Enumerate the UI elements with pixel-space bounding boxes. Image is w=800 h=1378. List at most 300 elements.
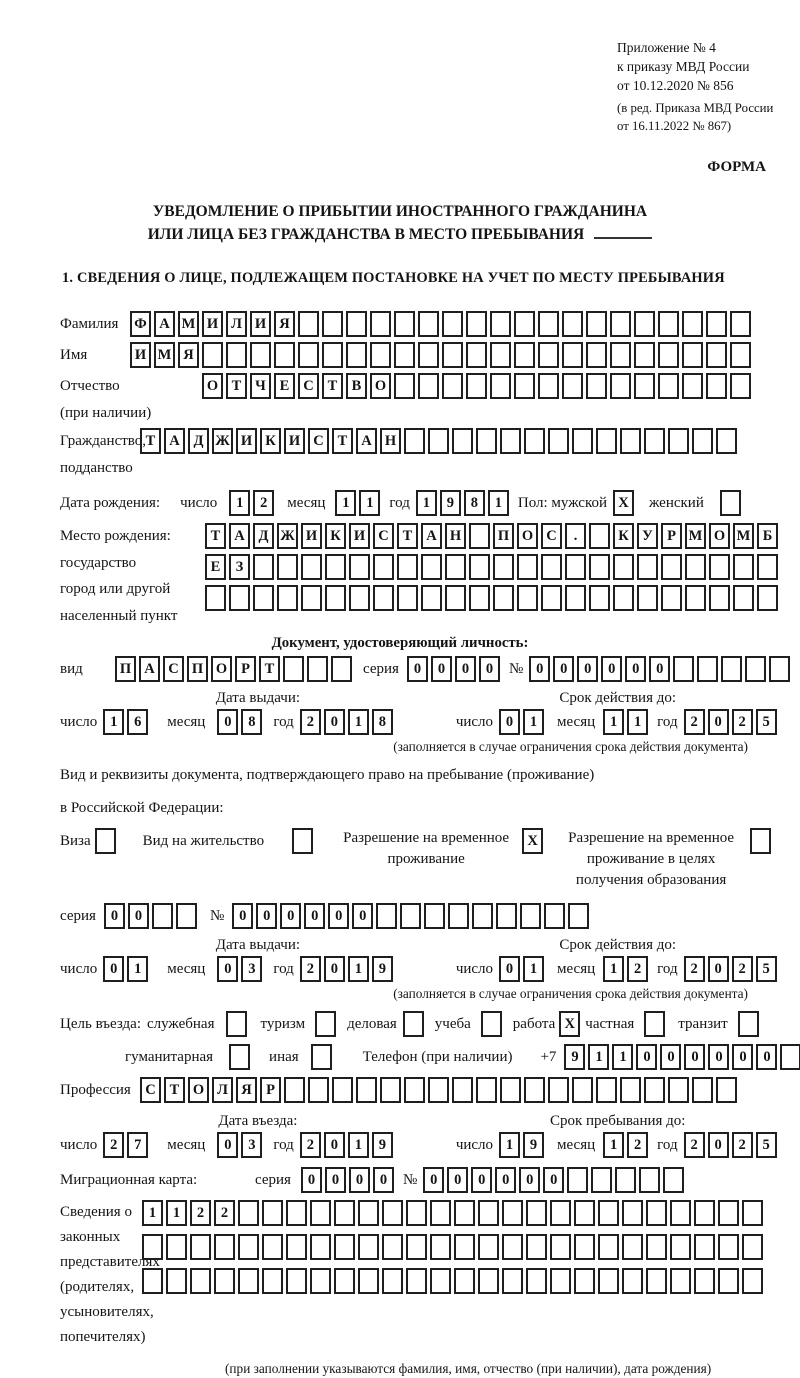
char-cell[interactable] (349, 585, 370, 611)
char-cell[interactable] (586, 311, 607, 337)
char-cell[interactable] (430, 1200, 451, 1226)
char-cell[interactable] (428, 428, 449, 454)
char-cell[interactable] (500, 1077, 521, 1103)
char-cell[interactable]: 0 (543, 1167, 564, 1193)
char-cell[interactable]: 5 (756, 709, 777, 735)
char-cell[interactable] (572, 1077, 593, 1103)
char-cell[interactable]: Е (274, 373, 295, 399)
char-cell[interactable] (469, 585, 490, 611)
char-cell[interactable] (620, 1077, 641, 1103)
char-cell[interactable]: Н (380, 428, 401, 454)
char-cell[interactable] (682, 342, 703, 368)
char-cell[interactable]: 0 (495, 1167, 516, 1193)
char-cell[interactable]: 2 (300, 956, 321, 982)
char-cell[interactable]: К (325, 523, 346, 549)
char-cell[interactable] (286, 1234, 307, 1260)
char-cell[interactable] (286, 1268, 307, 1294)
char-cell[interactable]: 5 (756, 956, 777, 982)
char-cell[interactable]: 0 (217, 1132, 238, 1158)
char-cell[interactable]: О (211, 656, 232, 682)
char-cell[interactable] (589, 554, 610, 580)
char-cell[interactable] (380, 1077, 401, 1103)
char-cell[interactable] (418, 373, 439, 399)
char-cell[interactable]: 0 (349, 1167, 370, 1193)
char-cell[interactable]: 0 (328, 903, 349, 929)
char-cell[interactable]: В (346, 373, 367, 399)
char-cell[interactable] (166, 1234, 187, 1260)
char-cell[interactable] (574, 1268, 595, 1294)
char-cell[interactable]: 0 (660, 1044, 681, 1070)
char-cell[interactable]: 0 (553, 656, 574, 682)
char-cell[interactable]: 0 (499, 956, 520, 982)
char-cell[interactable]: 1 (359, 490, 380, 516)
char-cell[interactable] (310, 1268, 331, 1294)
char-cell[interactable] (586, 342, 607, 368)
char-cell[interactable] (517, 554, 538, 580)
char-cell[interactable] (397, 585, 418, 611)
char-cell[interactable]: П (493, 523, 514, 549)
char-cell[interactable]: 0 (756, 1044, 777, 1070)
char-cell[interactable] (454, 1200, 475, 1226)
char-cell[interactable] (430, 1268, 451, 1294)
char-cell[interactable]: 0 (649, 656, 670, 682)
char-cell[interactable]: 0 (684, 1044, 705, 1070)
char-cell[interactable] (286, 1200, 307, 1226)
char-cell[interactable]: 0 (499, 709, 520, 735)
char-cell[interactable] (493, 585, 514, 611)
char-cell[interactable]: Ж (277, 523, 298, 549)
char-cell[interactable]: 0 (601, 656, 622, 682)
char-cell[interactable]: И (284, 428, 305, 454)
char-cell[interactable] (721, 656, 742, 682)
char-cell[interactable] (421, 554, 442, 580)
char-cell[interactable] (334, 1268, 355, 1294)
char-cell[interactable]: Т (397, 523, 418, 549)
char-cell[interactable]: 1 (166, 1200, 187, 1226)
char-cell[interactable]: 1 (523, 709, 544, 735)
char-cell[interactable] (397, 554, 418, 580)
char-cell[interactable] (644, 1077, 665, 1103)
char-cell[interactable] (472, 903, 493, 929)
char-cell[interactable] (418, 342, 439, 368)
char-cell[interactable] (658, 373, 679, 399)
char-cell[interactable] (322, 342, 343, 368)
char-cell[interactable]: 3 (241, 956, 262, 982)
char-cell[interactable]: 0 (324, 956, 345, 982)
char-cell[interactable]: 0 (708, 1132, 729, 1158)
char-cell[interactable] (538, 342, 559, 368)
char-cell[interactable] (720, 490, 741, 516)
char-cell[interactable] (550, 1234, 571, 1260)
char-cell[interactable] (682, 311, 703, 337)
char-cell[interactable] (322, 311, 343, 337)
char-cell[interactable] (565, 554, 586, 580)
char-cell[interactable] (277, 554, 298, 580)
char-cell[interactable]: 0 (128, 903, 149, 929)
char-cell[interactable]: 9 (564, 1044, 585, 1070)
char-cell[interactable] (406, 1268, 427, 1294)
char-cell[interactable]: И (250, 311, 271, 337)
char-cell[interactable] (358, 1234, 379, 1260)
char-cell[interactable] (685, 554, 706, 580)
char-cell[interactable] (95, 828, 116, 854)
char-cell[interactable] (325, 585, 346, 611)
char-cell[interactable] (376, 903, 397, 929)
char-cell[interactable]: 0 (325, 1167, 346, 1193)
char-cell[interactable]: С (298, 373, 319, 399)
char-cell[interactable] (262, 1234, 283, 1260)
char-cell[interactable] (452, 1077, 473, 1103)
char-cell[interactable]: 0 (423, 1167, 444, 1193)
char-cell[interactable]: Р (661, 523, 682, 549)
char-cell[interactable] (742, 1268, 763, 1294)
char-cell[interactable] (598, 1234, 619, 1260)
char-cell[interactable] (382, 1200, 403, 1226)
char-cell[interactable] (301, 585, 322, 611)
char-cell[interactable] (567, 1167, 588, 1193)
char-cell[interactable] (238, 1200, 259, 1226)
char-cell[interactable] (661, 585, 682, 611)
char-cell[interactable] (490, 373, 511, 399)
char-cell[interactable]: 1 (416, 490, 437, 516)
char-cell[interactable] (670, 1268, 691, 1294)
char-cell[interactable] (448, 903, 469, 929)
char-cell[interactable] (292, 828, 313, 854)
char-cell[interactable] (394, 342, 415, 368)
char-cell[interactable]: 7 (127, 1132, 148, 1158)
char-cell[interactable]: 3 (241, 1132, 262, 1158)
char-cell[interactable] (750, 828, 771, 854)
char-cell[interactable] (565, 585, 586, 611)
char-cell[interactable] (730, 373, 751, 399)
char-cell[interactable]: 0 (104, 903, 125, 929)
char-cell[interactable] (331, 656, 352, 682)
char-cell[interactable] (738, 1011, 759, 1037)
char-cell[interactable]: М (178, 311, 199, 337)
char-cell[interactable] (476, 1077, 497, 1103)
char-cell[interactable] (466, 342, 487, 368)
char-cell[interactable]: Л (226, 311, 247, 337)
char-cell[interactable]: О (709, 523, 730, 549)
char-cell[interactable]: 6 (127, 709, 148, 735)
char-cell[interactable]: 0 (708, 1044, 729, 1070)
char-cell[interactable] (733, 585, 754, 611)
char-cell[interactable] (277, 585, 298, 611)
char-cell[interactable] (598, 1200, 619, 1226)
char-cell[interactable] (694, 1200, 715, 1226)
char-cell[interactable]: И (202, 311, 223, 337)
char-cell[interactable] (694, 1268, 715, 1294)
char-cell[interactable]: С (140, 1077, 161, 1103)
char-cell[interactable] (334, 1234, 355, 1260)
char-cell[interactable] (469, 554, 490, 580)
char-cell[interactable] (373, 554, 394, 580)
char-cell[interactable]: 1 (127, 956, 148, 982)
char-cell[interactable] (142, 1268, 163, 1294)
char-cell[interactable]: 0 (431, 656, 452, 682)
char-cell[interactable] (476, 428, 497, 454)
char-cell[interactable]: Т (332, 428, 353, 454)
char-cell[interactable] (262, 1268, 283, 1294)
char-cell[interactable] (668, 1077, 689, 1103)
char-cell[interactable] (250, 342, 271, 368)
char-cell[interactable]: 0 (708, 956, 729, 982)
char-cell[interactable] (548, 428, 569, 454)
char-cell[interactable]: 0 (232, 903, 253, 929)
char-cell[interactable] (574, 1234, 595, 1260)
char-cell[interactable]: И (130, 342, 151, 368)
char-cell[interactable] (445, 585, 466, 611)
char-cell[interactable] (442, 342, 463, 368)
char-cell[interactable]: Р (235, 656, 256, 682)
char-cell[interactable] (742, 1200, 763, 1226)
char-cell[interactable]: 0 (636, 1044, 657, 1070)
char-cell[interactable]: 0 (708, 709, 729, 735)
char-cell[interactable] (670, 1234, 691, 1260)
char-cell[interactable]: Т (226, 373, 247, 399)
char-cell[interactable] (502, 1234, 523, 1260)
char-cell[interactable] (706, 342, 727, 368)
char-cell[interactable]: З (229, 554, 250, 580)
char-cell[interactable] (406, 1200, 427, 1226)
char-cell[interactable] (550, 1200, 571, 1226)
char-cell[interactable] (568, 903, 589, 929)
char-cell[interactable] (262, 1200, 283, 1226)
char-cell[interactable] (454, 1268, 475, 1294)
char-cell[interactable] (238, 1234, 259, 1260)
char-cell[interactable]: Т (140, 428, 161, 454)
char-cell[interactable] (166, 1268, 187, 1294)
char-cell[interactable] (514, 342, 535, 368)
char-cell[interactable] (526, 1268, 547, 1294)
char-cell[interactable] (613, 554, 634, 580)
char-cell[interactable] (730, 342, 751, 368)
char-cell[interactable]: 0 (373, 1167, 394, 1193)
char-cell[interactable] (644, 1011, 665, 1037)
char-cell[interactable]: К (260, 428, 281, 454)
char-cell[interactable] (663, 1167, 684, 1193)
char-cell[interactable]: 0 (519, 1167, 540, 1193)
char-cell[interactable]: 1 (348, 1132, 369, 1158)
char-cell[interactable]: С (541, 523, 562, 549)
char-cell[interactable]: 0 (256, 903, 277, 929)
char-cell[interactable]: Я (178, 342, 199, 368)
char-cell[interactable] (311, 1044, 332, 1070)
char-cell[interactable] (538, 311, 559, 337)
char-cell[interactable] (404, 1077, 425, 1103)
char-cell[interactable] (634, 342, 655, 368)
char-cell[interactable] (615, 1167, 636, 1193)
char-cell[interactable] (466, 311, 487, 337)
char-cell[interactable] (562, 311, 583, 337)
char-cell[interactable] (421, 585, 442, 611)
char-cell[interactable] (524, 428, 545, 454)
char-cell[interactable] (709, 554, 730, 580)
char-cell[interactable] (685, 585, 706, 611)
char-cell[interactable] (757, 585, 778, 611)
char-cell[interactable] (668, 428, 689, 454)
char-cell[interactable]: Я (274, 311, 295, 337)
char-cell[interactable]: П (187, 656, 208, 682)
char-cell[interactable] (226, 1011, 247, 1037)
char-cell[interactable] (524, 1077, 545, 1103)
char-cell[interactable] (190, 1268, 211, 1294)
char-cell[interactable] (718, 1234, 739, 1260)
char-cell[interactable]: 1 (603, 956, 624, 982)
char-cell[interactable] (526, 1200, 547, 1226)
char-cell[interactable] (346, 342, 367, 368)
char-cell[interactable] (493, 554, 514, 580)
char-cell[interactable] (478, 1200, 499, 1226)
char-cell[interactable] (541, 554, 562, 580)
char-cell[interactable]: И (349, 523, 370, 549)
char-cell[interactable] (694, 1234, 715, 1260)
char-cell[interactable]: 9 (372, 956, 393, 982)
char-cell[interactable] (332, 1077, 353, 1103)
char-cell[interactable]: 8 (464, 490, 485, 516)
char-cell[interactable]: 1 (627, 709, 648, 735)
char-cell[interactable] (490, 342, 511, 368)
char-cell[interactable] (284, 1077, 305, 1103)
char-cell[interactable]: У (637, 523, 658, 549)
char-cell[interactable]: А (229, 523, 250, 549)
char-cell[interactable]: 9 (523, 1132, 544, 1158)
char-cell[interactable] (692, 428, 713, 454)
char-cell[interactable]: С (373, 523, 394, 549)
char-cell[interactable] (373, 585, 394, 611)
char-cell[interactable] (394, 311, 415, 337)
char-cell[interactable] (358, 1200, 379, 1226)
char-cell[interactable] (514, 373, 535, 399)
char-cell[interactable] (226, 342, 247, 368)
char-cell[interactable] (424, 903, 445, 929)
char-cell[interactable]: X (522, 828, 543, 854)
char-cell[interactable]: 1 (603, 709, 624, 735)
char-cell[interactable]: Ф (130, 311, 151, 337)
char-cell[interactable] (430, 1234, 451, 1260)
char-cell[interactable]: Н (445, 523, 466, 549)
char-cell[interactable] (478, 1234, 499, 1260)
char-cell[interactable] (644, 428, 665, 454)
char-cell[interactable]: Т (259, 656, 280, 682)
char-cell[interactable]: 1 (103, 709, 124, 735)
char-cell[interactable]: О (202, 373, 223, 399)
char-cell[interactable] (682, 373, 703, 399)
char-cell[interactable]: О (188, 1077, 209, 1103)
char-cell[interactable] (709, 585, 730, 611)
char-cell[interactable] (428, 1077, 449, 1103)
char-cell[interactable] (610, 311, 631, 337)
char-cell[interactable] (418, 311, 439, 337)
char-cell[interactable]: 1 (523, 956, 544, 982)
char-cell[interactable] (514, 311, 535, 337)
char-cell[interactable] (634, 373, 655, 399)
char-cell[interactable]: О (370, 373, 391, 399)
char-cell[interactable] (490, 311, 511, 337)
char-cell[interactable] (622, 1268, 643, 1294)
char-cell[interactable] (500, 428, 521, 454)
char-cell[interactable]: И (301, 523, 322, 549)
char-cell[interactable] (591, 1167, 612, 1193)
char-cell[interactable] (637, 585, 658, 611)
char-cell[interactable]: Д (253, 523, 274, 549)
char-cell[interactable] (733, 554, 754, 580)
char-cell[interactable]: Ч (250, 373, 271, 399)
char-cell[interactable] (596, 1077, 617, 1103)
char-cell[interactable] (445, 554, 466, 580)
char-cell[interactable]: Б (757, 523, 778, 549)
char-cell[interactable] (358, 1268, 379, 1294)
char-cell[interactable]: 1 (603, 1132, 624, 1158)
char-cell[interactable] (469, 523, 490, 549)
char-cell[interactable]: . (565, 523, 586, 549)
char-cell[interactable]: 0 (479, 656, 500, 682)
char-cell[interactable]: 0 (471, 1167, 492, 1193)
char-cell[interactable] (718, 1200, 739, 1226)
char-cell[interactable] (706, 373, 727, 399)
char-cell[interactable] (610, 373, 631, 399)
char-cell[interactable] (310, 1200, 331, 1226)
char-cell[interactable]: Я (236, 1077, 257, 1103)
char-cell[interactable]: 2 (684, 956, 705, 982)
char-cell[interactable] (356, 1077, 377, 1103)
char-cell[interactable] (310, 1234, 331, 1260)
char-cell[interactable] (382, 1234, 403, 1260)
char-cell[interactable] (769, 656, 790, 682)
char-cell[interactable] (589, 585, 610, 611)
char-cell[interactable] (661, 554, 682, 580)
char-cell[interactable]: 2 (214, 1200, 235, 1226)
char-cell[interactable] (574, 1200, 595, 1226)
char-cell[interactable]: 1 (335, 490, 356, 516)
char-cell[interactable]: Т (322, 373, 343, 399)
char-cell[interactable]: 8 (372, 709, 393, 735)
char-cell[interactable]: 9 (440, 490, 461, 516)
char-cell[interactable]: 0 (217, 956, 238, 982)
char-cell[interactable]: 0 (447, 1167, 468, 1193)
char-cell[interactable] (613, 585, 634, 611)
char-cell[interactable] (205, 585, 226, 611)
char-cell[interactable] (452, 428, 473, 454)
char-cell[interactable]: 0 (301, 1167, 322, 1193)
char-cell[interactable] (152, 903, 173, 929)
char-cell[interactable] (610, 342, 631, 368)
char-cell[interactable]: 0 (217, 709, 238, 735)
char-cell[interactable] (716, 428, 737, 454)
char-cell[interactable]: О (517, 523, 538, 549)
char-cell[interactable]: С (308, 428, 329, 454)
char-cell[interactable]: 2 (684, 1132, 705, 1158)
char-cell[interactable]: 9 (372, 1132, 393, 1158)
char-cell[interactable] (562, 373, 583, 399)
char-cell[interactable]: А (421, 523, 442, 549)
char-cell[interactable] (466, 373, 487, 399)
char-cell[interactable] (550, 1268, 571, 1294)
char-cell[interactable]: М (733, 523, 754, 549)
char-cell[interactable] (541, 585, 562, 611)
char-cell[interactable]: 1 (612, 1044, 633, 1070)
char-cell[interactable] (692, 1077, 713, 1103)
char-cell[interactable] (478, 1268, 499, 1294)
char-cell[interactable] (176, 903, 197, 929)
char-cell[interactable] (349, 554, 370, 580)
char-cell[interactable] (780, 1044, 800, 1070)
char-cell[interactable]: Е (205, 554, 226, 580)
char-cell[interactable]: 2 (684, 709, 705, 735)
char-cell[interactable]: Л (212, 1077, 233, 1103)
char-cell[interactable] (406, 1234, 427, 1260)
char-cell[interactable] (586, 373, 607, 399)
